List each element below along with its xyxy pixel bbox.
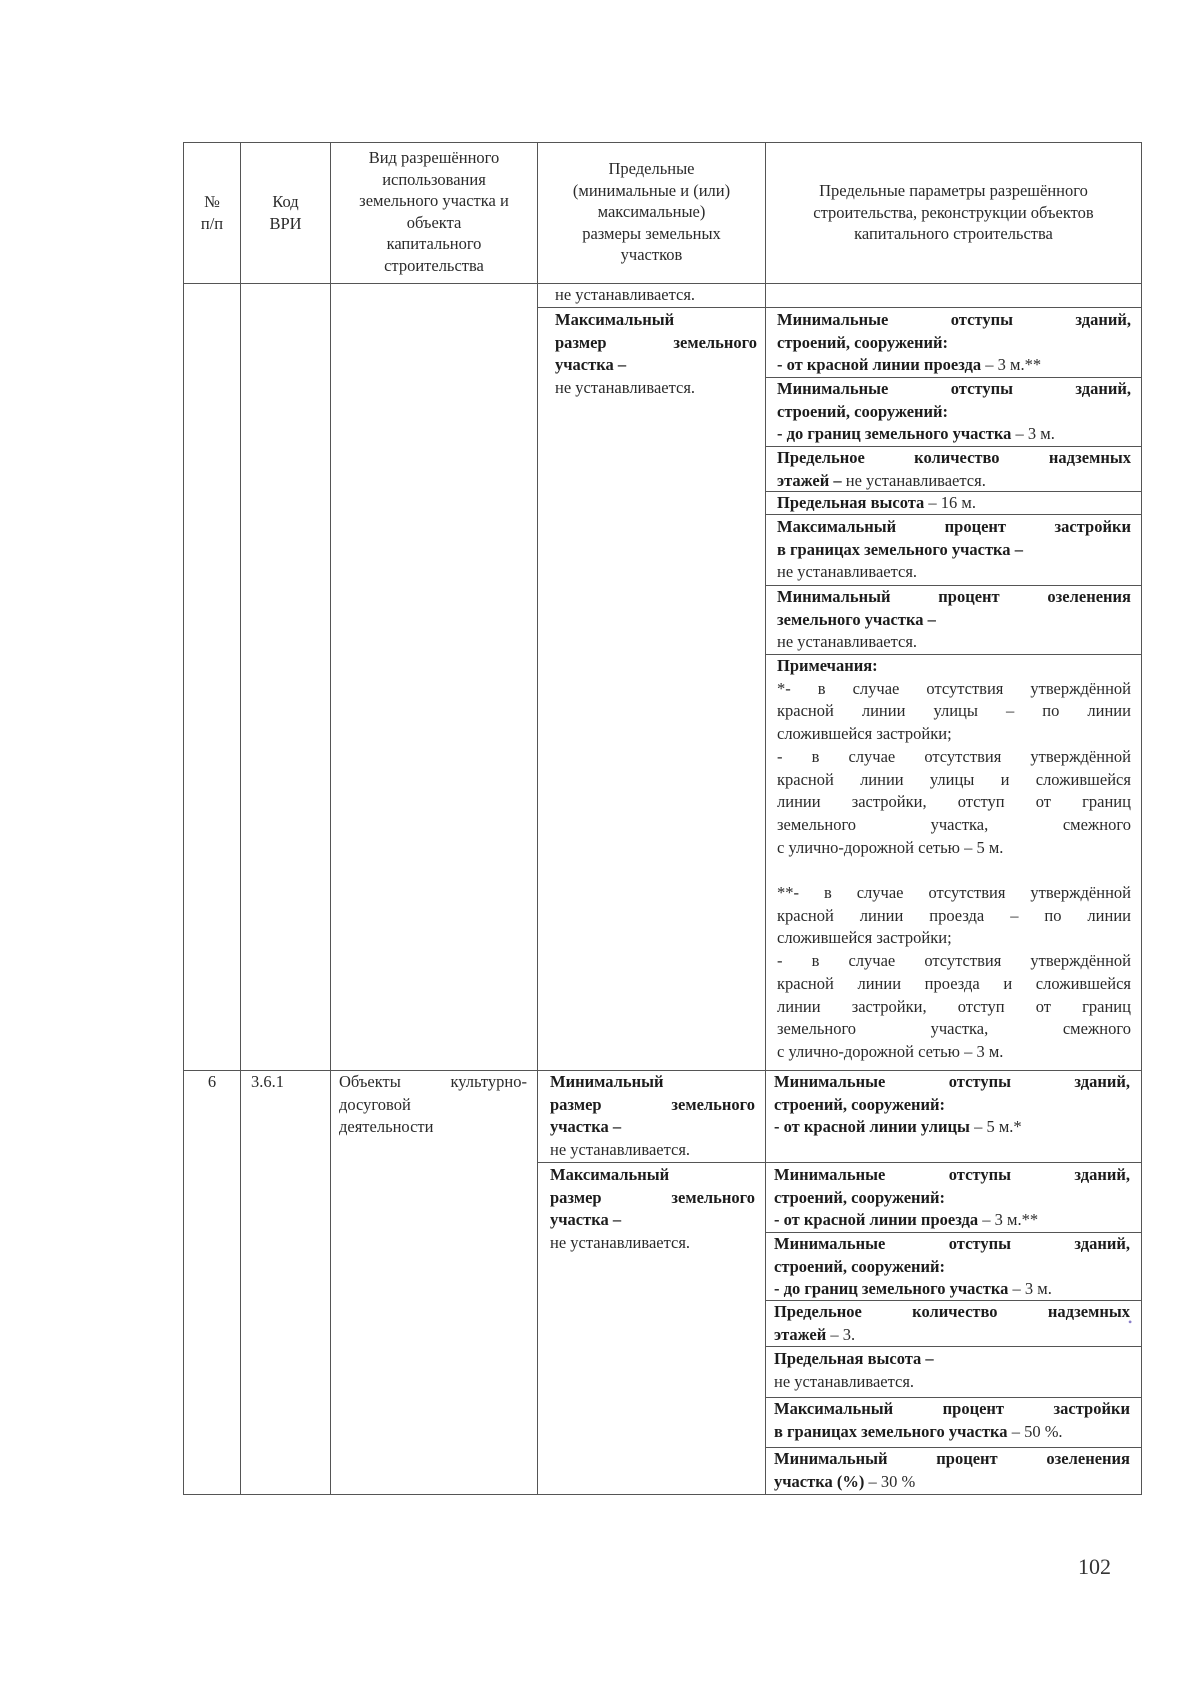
limits-divider [537, 307, 765, 308]
param-bold: - до границ земельного участка [777, 424, 1012, 444]
notes-word: – [1010, 905, 1019, 925]
notes-word: земельного [777, 1019, 857, 1039]
row6-kind-line: досуговой [339, 1094, 411, 1114]
notes-word: *- [777, 678, 791, 698]
word: Минимальные [774, 1234, 886, 1253]
table-bottom-border [183, 1494, 1141, 1495]
row6-num [184, 1071, 240, 1094]
param-line: не устанавливается. [774, 1371, 915, 1391]
notes-word: отсутствия [928, 883, 1006, 903]
page-number: 102 [1078, 1554, 1111, 1579]
word: надземных [1047, 1302, 1130, 1321]
word: надземных [1048, 448, 1131, 467]
word: зданий, [1075, 310, 1131, 329]
word: зданий, [1074, 1072, 1130, 1091]
header-params-line: строительства, реконструкции объектов [813, 202, 1094, 222]
param-b3 [774, 1233, 1130, 1301]
notes-word: участка, [930, 1019, 989, 1039]
notes-word: красной [777, 973, 834, 993]
notes-word: утверждённой [1030, 678, 1131, 698]
param-line [777, 378, 1131, 401]
row6-code [251, 1071, 326, 1094]
notes-line [777, 859, 1131, 882]
notes-word: линии [777, 996, 821, 1016]
header-params [766, 180, 1141, 245]
word: отступы [948, 1072, 1011, 1091]
param-value: – 5 м.* [969, 1117, 1022, 1137]
notes-word: утверждённой [1030, 883, 1131, 903]
limits-continuation [555, 284, 760, 307]
word: Предельное [774, 1302, 862, 1321]
word: Объекты [339, 1072, 401, 1091]
notes-word: проезда [929, 905, 985, 925]
param-line: не устанавливается. [777, 562, 918, 582]
word: количество [914, 448, 1000, 467]
notes-word: в [811, 951, 820, 971]
notes-word: участка, [930, 814, 989, 834]
notes-word: застройки, [851, 792, 927, 812]
param-line [774, 1164, 1130, 1187]
notes-line [777, 1041, 1131, 1064]
param-line [777, 447, 1131, 470]
notes-line [777, 746, 1131, 769]
param-line: Предельная высота – [774, 1349, 934, 1368]
word: зданий, [1074, 1234, 1130, 1253]
param-line: не устанавливается. [777, 632, 918, 652]
notes-word: красной [777, 905, 834, 925]
max-size-a-line [555, 332, 757, 355]
notes-line [777, 973, 1131, 996]
header-limits-line: максимальные) [597, 202, 706, 221]
notes-word: с улично-дорожной сетью – 5 м. [777, 837, 1004, 857]
word: земельного [671, 1187, 755, 1207]
param-bold: в границах земельного участка [774, 1421, 1008, 1441]
param-line [774, 1448, 1130, 1471]
param-value: – 50 %. [1007, 1421, 1063, 1441]
col-border-3 [537, 142, 538, 1495]
word: Минимальные [777, 379, 889, 398]
max-size-b-line [550, 1209, 755, 1232]
param-line [777, 492, 1131, 515]
col-border-4 [765, 142, 766, 1495]
notes-line [777, 700, 1131, 723]
notes-word: утверждённой [1030, 746, 1131, 766]
word: Минимальные [774, 1072, 886, 1091]
continuation-text: не устанавливается. [555, 285, 696, 304]
col-border-1 [240, 142, 241, 1495]
word: отступы [948, 1165, 1011, 1184]
param-line: строений, сооружений: [777, 332, 949, 352]
header-limits-line: Предельные [608, 159, 695, 178]
notes-line [777, 791, 1131, 814]
param-line: строений, сооружений: [774, 1094, 946, 1114]
notes-word: сложившейся [1035, 973, 1131, 993]
notes-word: - [777, 951, 783, 971]
notes-word: случае [852, 678, 900, 698]
param-b7 [774, 1448, 1130, 1493]
header-kind-line: объекта [406, 212, 462, 232]
notes-line [777, 769, 1131, 792]
notes-word: и [1000, 769, 1010, 789]
param-b1 [774, 1071, 1130, 1139]
notes-word: по [1044, 905, 1062, 925]
param-line: строений, сооружений: [774, 1256, 946, 1276]
header-kind-line: капитального [386, 234, 482, 253]
max-size-b-line [550, 1187, 755, 1210]
notes-word: отступ [957, 996, 1005, 1016]
notes-word: от [1035, 996, 1051, 1016]
row6-num-text: 6 [207, 1072, 217, 1091]
notes-word: проезда [924, 973, 980, 993]
notes-word: случае [848, 746, 896, 766]
notes-word: линии [859, 905, 904, 925]
notes-word: отсутствия [924, 951, 1002, 971]
notes-word: с улично-дорожной сетью – 3 м. [777, 1041, 1004, 1061]
word: Предельное [777, 448, 865, 467]
header-num-line: п/п [200, 213, 224, 233]
header-limits-line: участков [620, 245, 683, 264]
notes-line [777, 996, 1131, 1019]
param-value: – 16 м. [924, 493, 976, 512]
param-line [777, 354, 1131, 377]
header-limits-line: размеры земельных [582, 223, 721, 243]
row6-kind-line: деятельности [339, 1117, 434, 1137]
header-params-line: капитального строительства [854, 224, 1053, 243]
notes-word: - [777, 746, 783, 766]
notes-word: сложившейся застройки; [777, 724, 952, 744]
notes-word: смежного [1062, 814, 1131, 834]
word: застройки [1054, 517, 1131, 536]
param-line: строений, сооружений: [777, 401, 949, 421]
params-divider-a0 [765, 307, 1141, 308]
header-num [184, 191, 240, 234]
word: Максимальный [550, 1165, 670, 1184]
col-border-2 [330, 142, 331, 1495]
param-value: – 3 м. [1008, 1279, 1052, 1299]
param-a1 [777, 309, 1131, 377]
notes-line [777, 678, 1131, 701]
param-line [777, 309, 1131, 332]
header-code [241, 191, 330, 234]
notes-word: отступ [957, 792, 1005, 812]
max-size-a [555, 309, 757, 400]
param-line [774, 1116, 1130, 1139]
word: процент [936, 1449, 998, 1468]
col-border-0 [183, 142, 184, 1495]
word: зданий, [1074, 1165, 1130, 1184]
word: Минимальный [777, 587, 891, 606]
notes-word: линии [1087, 905, 1131, 925]
max-size-b [550, 1164, 755, 1255]
word: процент [944, 517, 1007, 536]
min-size-b [550, 1071, 755, 1162]
notes-title: Примечания: [777, 656, 878, 675]
notes-word: границ [1082, 792, 1131, 812]
param-a3 [777, 447, 1131, 492]
max-size-a-value: не устанавливается. [555, 378, 696, 398]
param-line [774, 1324, 1130, 1347]
header-num-line: № [204, 192, 220, 211]
param-bold: - до границ земельного участка [774, 1279, 1009, 1299]
param-line [774, 1398, 1130, 1421]
header-kind-line: использования [382, 169, 486, 189]
notes-line [777, 1018, 1131, 1041]
row6-limits-divider [537, 1162, 765, 1163]
word: озеленения [1047, 587, 1131, 606]
notes-word: случае [848, 951, 896, 971]
param-line [777, 470, 1131, 493]
param-line [774, 1233, 1130, 1256]
word: отступы [948, 1234, 1011, 1253]
notes-word: по [1042, 701, 1060, 721]
param-value: – 3. [826, 1324, 856, 1344]
notes-word: линии [861, 701, 906, 721]
param-line [777, 539, 1131, 562]
word: участка – [550, 1210, 622, 1230]
row6-kind [339, 1071, 527, 1139]
notes-word: линии [1087, 701, 1131, 721]
max-size-a-line [555, 309, 757, 332]
notes-word: сложившейся застройки; [777, 928, 952, 948]
param-bold: - от красной линии проезда [774, 1210, 979, 1230]
param-line [777, 586, 1131, 609]
param-line [774, 1278, 1130, 1301]
notes-word: – [1006, 701, 1015, 721]
notes [777, 655, 1131, 1064]
word: Минимальный [774, 1449, 888, 1468]
notes-line [777, 950, 1131, 973]
param-a5 [777, 516, 1131, 584]
word: застройки [1053, 1399, 1130, 1418]
word: земельного [673, 332, 757, 352]
notes-word: в [823, 883, 832, 903]
word: отступы [950, 310, 1013, 329]
param-value: – 30 % [864, 1471, 916, 1491]
notes-lines [777, 678, 1131, 1064]
word: процент [938, 587, 1000, 606]
param-line [777, 516, 1131, 539]
notes-word: в [811, 746, 820, 766]
notes-word: и [1003, 973, 1013, 993]
param-bold: - от красной линии проезда [777, 355, 982, 375]
word: участка – [550, 1117, 622, 1137]
param-bold: - от красной линии улицы [774, 1117, 970, 1137]
min-size-b-value: не устанавливается. [550, 1140, 691, 1160]
word: количество [912, 1302, 998, 1321]
row6-code-text: 3.6.1 [251, 1072, 284, 1091]
notes-word: смежного [1062, 1019, 1131, 1039]
params-divider-b1 [765, 1162, 1141, 1163]
param-value: – 3 м.** [981, 355, 1042, 375]
param-line [774, 1071, 1130, 1094]
word: зданий, [1075, 379, 1131, 398]
min-size-b-line [550, 1071, 755, 1094]
header-limits [538, 158, 765, 266]
param-bold: Предельная высота [777, 493, 925, 512]
notes-word: границ [1082, 996, 1131, 1016]
param-b4 [774, 1301, 1133, 1346]
param-line [774, 1301, 1130, 1324]
notes-word: линии [777, 792, 821, 812]
param-bold: в границах земельного участка [777, 539, 1011, 559]
header-kind-line: Вид разрешённого [368, 148, 500, 167]
word: Минимальный [550, 1072, 664, 1091]
word: озеленения [1046, 1449, 1130, 1468]
param-line: строений, сооружений: [774, 1187, 946, 1207]
word: отступы [950, 379, 1013, 398]
param-value: – 3 м. [1011, 424, 1055, 444]
param-b2 [774, 1164, 1130, 1232]
notes-word: линии [860, 769, 904, 789]
word: процент [942, 1399, 1005, 1418]
row6-kind-line [339, 1071, 527, 1094]
header-code-line: Код [272, 192, 299, 211]
header-kind-line: строительства [384, 255, 484, 275]
param-line [774, 1421, 1130, 1444]
notes-word: застройки, [851, 996, 927, 1016]
notes-word: случае [856, 883, 904, 903]
word: культурно- [450, 1072, 527, 1091]
param-bold: участка (%) [774, 1471, 865, 1491]
notes-line [777, 905, 1131, 928]
param-b5 [774, 1348, 1130, 1393]
notes-word: от [1035, 792, 1051, 812]
word: Максимальный [777, 517, 897, 536]
header-code-line: ВРИ [269, 213, 302, 233]
param-value: – 3 м.** [978, 1210, 1039, 1230]
word: Минимальные [777, 310, 889, 329]
param-bold: этажей [774, 1324, 827, 1344]
param-line: земельного участка – [777, 609, 936, 629]
max-size-b-value: не устанавливается. [550, 1233, 691, 1253]
notes-line [777, 814, 1131, 837]
notes-line [777, 927, 1131, 950]
notes-word: отсутствия [924, 746, 1002, 766]
notes-word: сложившейся [1035, 769, 1131, 789]
param-a2 [777, 378, 1131, 446]
col-border-5 [1141, 142, 1142, 1495]
param-line [774, 1209, 1130, 1232]
notes-word: отсутствия [926, 678, 1004, 698]
header-limits-line: (минимальные и (или) [572, 180, 731, 200]
scan-mark: • [1128, 1315, 1133, 1329]
notes-word: земельного [777, 814, 857, 834]
notes-word: красной [777, 701, 834, 721]
header-params-line: Предельные параметры разрешённого [819, 181, 1088, 200]
notes-line [777, 882, 1131, 905]
word: размер [550, 1094, 602, 1114]
word: Минимальные [774, 1165, 886, 1184]
header-kind-line: земельного участка и [359, 191, 509, 210]
notes-word: красной [777, 769, 834, 789]
param-line [774, 1471, 1130, 1494]
max-size-b-line [550, 1164, 755, 1187]
param-value: не устанавливается. [841, 470, 986, 490]
header-kind [331, 147, 537, 276]
word: участка – [555, 355, 627, 375]
notes-word: утверждённой [1030, 951, 1131, 971]
word: размер [550, 1187, 602, 1207]
notes-line [777, 837, 1131, 860]
word: Максимальный [774, 1399, 894, 1418]
param-bold: этажей – [777, 470, 842, 490]
notes-word: улицы [929, 769, 975, 789]
word: Максимальный [555, 310, 675, 329]
notes-line [777, 723, 1131, 746]
notes-word: линии [857, 973, 902, 993]
notes-word: улицы [933, 701, 978, 721]
param-a4 [777, 492, 1131, 515]
param-line [777, 423, 1131, 446]
max-size-a-line [555, 354, 757, 377]
param-b6 [774, 1398, 1130, 1443]
notes-word: в [817, 678, 826, 698]
notes-word: **- [777, 883, 799, 903]
param-a6 [777, 586, 1131, 654]
min-size-b-line [550, 1094, 755, 1117]
table-top-border [183, 142, 1141, 143]
param-value: – [1010, 539, 1023, 559]
min-size-b-line [550, 1116, 755, 1139]
word: земельного [671, 1094, 755, 1114]
word: размер [555, 332, 607, 352]
